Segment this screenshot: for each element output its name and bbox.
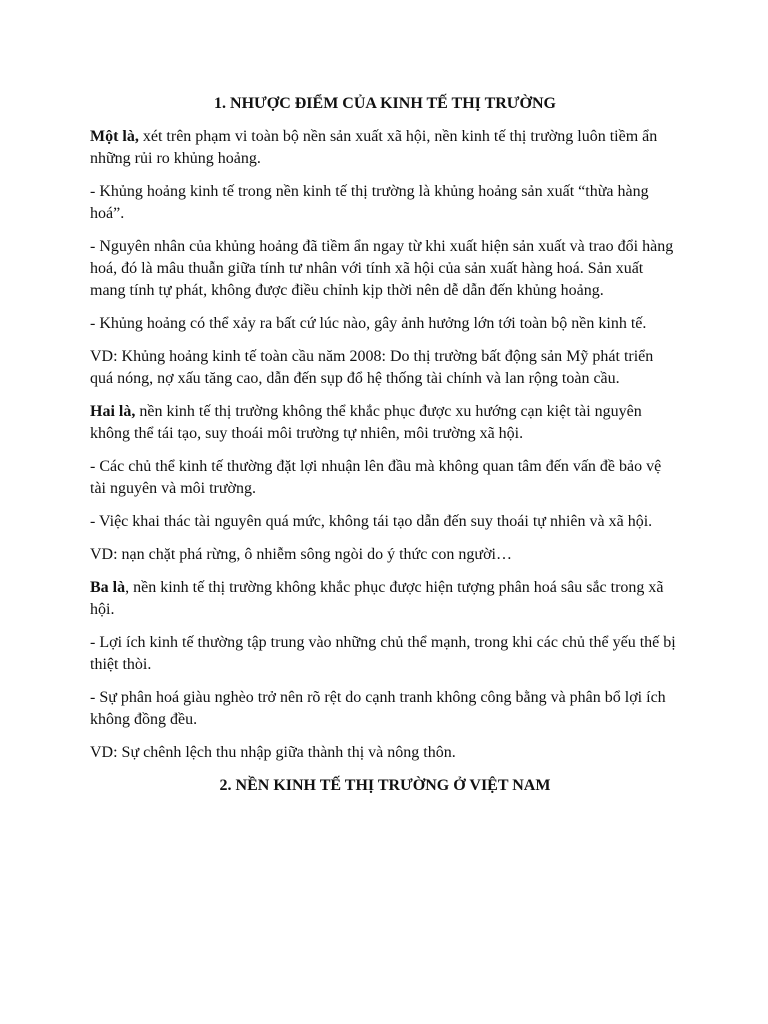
paragraph-lead: Một là, — [90, 128, 139, 145]
paragraph-text: VD: Sự chênh lệch thu nhập giữa thành thị và nông thôn. — [90, 744, 456, 761]
paragraph — [90, 346, 680, 390]
paragraph-lead: Ba là — [90, 579, 126, 596]
paragraph-lead: Hai là, — [90, 403, 136, 420]
paragraph — [90, 313, 680, 335]
paragraph — [90, 742, 680, 764]
paragraph — [90, 687, 680, 731]
document-page — [90, 93, 680, 797]
paragraph — [90, 544, 680, 566]
section-heading-2: 2. NỀN KINH TẾ THỊ TRƯỜNG Ở VIỆT NAM — [219, 777, 551, 794]
paragraph-text: VD: Khủng hoảng kinh tế toàn cầu năm 2008: Do thị trường bất động sản Mỹ phát triển quá nóng, nợ xấu tăng cao, dẫn đến sụp đổ hệ thống tài chính và lan rộng toàn cầu. — [90, 348, 654, 387]
paragraph-text: VD: nạn chặt phá rừng, ô nhiễm sông ngòi do ý thức con người… — [90, 546, 512, 563]
paragraph-text: nền kinh tế thị trường không thể khắc phục được xu hướng cạn kiệt tài nguyên không thể tái tạo, suy thoái môi trường tự nhiên, môi trường xã hội. — [90, 403, 642, 442]
paragraph — [90, 632, 680, 676]
paragraph-text: - Khủng hoảng có thể xảy ra bất cứ lúc nào, gây ảnh hưởng lớn tới toàn bộ nền kinh tế. — [90, 315, 647, 332]
paragraph — [90, 511, 680, 533]
paragraph-text: , nền kinh tế thị trường không khắc phục được hiện tượng phân hoá sâu sắc trong xã hội. — [90, 579, 664, 618]
paragraph-text: - Việc khai thác tài nguyên quá mức, không tái tạo dẫn đến suy thoái tự nhiên và xã hội. — [90, 513, 653, 530]
paragraph-text: - Sự phân hoá giàu nghèo trở nên rõ rệt do cạnh tranh không công bằng và phân bổ lợi ích không đồng đều. — [90, 689, 666, 728]
paragraph-text: - Nguyên nhân của khủng hoảng đã tiềm ẩn ngay từ khi xuất hiện sản xuất và trao đổi hàng hoá, đó là mâu thuẫn giữa tính tư nhân với tính xã hội của sản xuất hàng hoá. Sản xuất mang tính tự phát, không được điều chỉnh kịp thời nên dễ dẫn đến khủng hoảng. — [90, 238, 674, 299]
paragraph-text: - Lợi ích kinh tế thường tập trung vào những chủ thể mạnh, trong khi các chủ thể yếu thế bị thiệt thòi. — [90, 634, 676, 673]
paragraph — [90, 456, 680, 500]
section-heading-1: 1. NHƯỢC ĐIỂM CỦA KINH TẾ THỊ TRƯỜNG — [214, 95, 556, 112]
paragraph-text: - Khủng hoảng kinh tế trong nền kinh tế thị trường là khủng hoảng sản xuất “thừa hàng hoá”. — [90, 183, 649, 222]
paragraph-text: - Các chủ thể kinh tế thường đặt lợi nhuận lên đầu mà không quan tâm đến vấn đề bảo vệ tài nguyên và môi trường. — [90, 458, 662, 497]
paragraph-text: xét trên phạm vi toàn bộ nền sản xuất xã hội, nền kinh tế thị trường luôn tiềm ẩn những rủi ro khủng hoảng. — [90, 128, 658, 167]
paragraph — [90, 577, 680, 621]
paragraph — [90, 401, 680, 445]
paragraph — [90, 236, 680, 302]
paragraph — [90, 126, 680, 170]
paragraph — [90, 181, 680, 225]
